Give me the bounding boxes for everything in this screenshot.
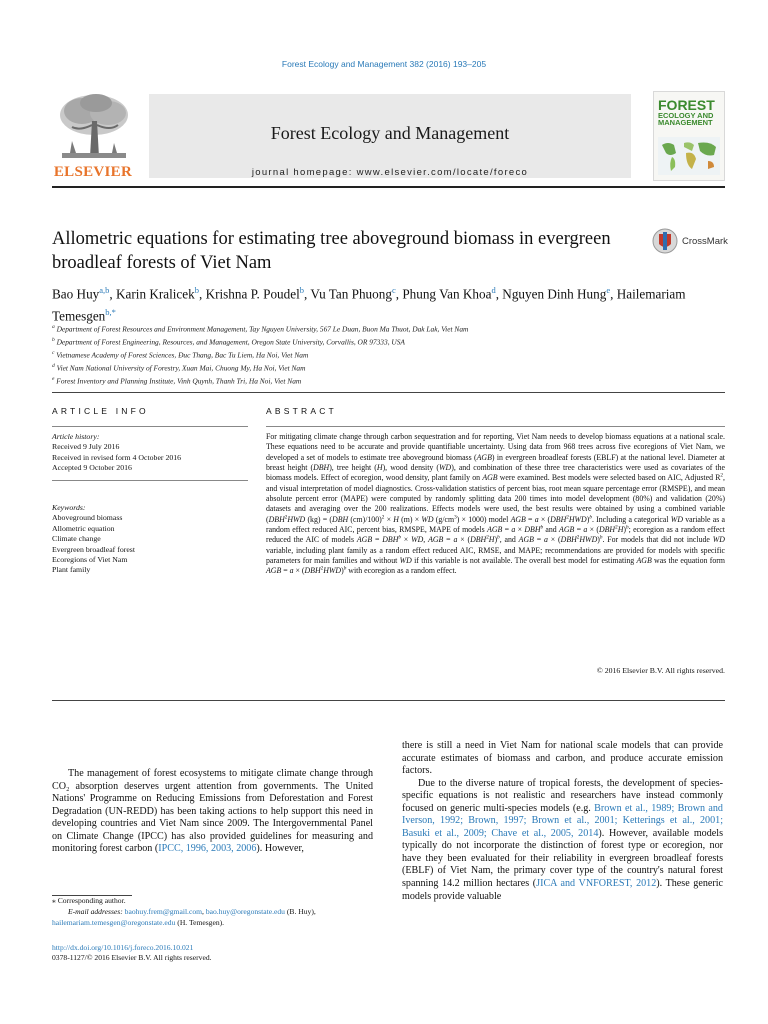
author-affiliation-link[interactable]: e bbox=[606, 285, 611, 295]
author-name: Hailemariam Temesgen bbox=[52, 286, 686, 324]
affiliation-text: Forest Inventory and Planning Institute, Vinh Quynh, Thanh Tri, Ha Noi, Viet Nam bbox=[54, 375, 302, 385]
article-info-rule bbox=[52, 426, 248, 427]
author-name: Vu Tan Phuong bbox=[310, 286, 392, 302]
header-rule bbox=[52, 186, 725, 188]
article-history bbox=[52, 432, 248, 474]
affiliation-list bbox=[52, 322, 725, 386]
author-name: Karin Kralicek bbox=[116, 286, 195, 302]
journal-homepage bbox=[149, 167, 631, 178]
author-separator: , bbox=[395, 286, 403, 302]
author-separator: , bbox=[304, 286, 311, 302]
abstract-copyright: © 2016 Elsevier B.V. All rights reserved. bbox=[596, 666, 725, 675]
author-separator: , bbox=[199, 286, 206, 302]
affiliation-marker: e bbox=[52, 375, 55, 382]
crossmark-label: CrossMark bbox=[682, 235, 728, 247]
author-affiliation-link[interactable]: c bbox=[391, 285, 396, 295]
email-link-3[interactable]: hailemariam.temesgen@oregonstate.edu bbox=[52, 917, 176, 927]
affiliation-marker: a bbox=[52, 324, 55, 330]
keyword-list bbox=[52, 513, 248, 575]
article-identifiers bbox=[52, 943, 212, 963]
affiliation-text: Department of Forest Resources and Environment Management, Tay Nguyen University, 567 Le Duan, Buon Ma Thuot, Dak Lak, Viet Nam bbox=[54, 324, 469, 334]
citation-link-jica[interactable]: JICA and VNFOREST, 2012 bbox=[536, 878, 657, 890]
keyword-item: Allometric equation bbox=[52, 523, 115, 533]
article-title: Allometric equations for estimating tree aboveground biomass in evergreen broadleaf forests of Viet Nam bbox=[52, 229, 611, 273]
citation-link-ipcc[interactable]: IPCC, 1996, 2003, 2006 bbox=[158, 843, 257, 855]
article-info-heading: ARTICLE INFO bbox=[52, 406, 149, 416]
cover-world-map-icon bbox=[658, 137, 720, 175]
author-affiliation-link[interactable]: b,* bbox=[105, 307, 116, 318]
cover-title-line3: MANAGEMENT bbox=[658, 118, 713, 128]
journal-title: Forest Ecology and Management bbox=[270, 123, 510, 143]
affiliation-marker: b bbox=[52, 336, 55, 343]
keywords-block bbox=[52, 503, 248, 576]
keyword-item: Ecoregions of Viet Nam bbox=[52, 555, 128, 565]
doi-link[interactable]: http://dx.doi.org/10.1016/j.foreco.2016.10.021 bbox=[52, 943, 194, 952]
journal-citation-link[interactable]: Forest Ecology and Management 382 (2016) 193–205 bbox=[281, 59, 487, 69]
author-name: Krishna P. Poudel bbox=[205, 286, 300, 302]
body-right-column bbox=[402, 740, 723, 903]
citation-link-generic-models[interactable]: Brown et al., 1989; Brown and Iverson, 1992; Brown, 1997; Brown et al., 2001; Ketterings et al., 2001; Basuki et al., 2009; Chave et al., 2005, 2014 bbox=[402, 802, 723, 839]
author-affiliation-link[interactable]: b bbox=[299, 285, 304, 295]
author-separator: , bbox=[495, 286, 503, 302]
affiliation-item bbox=[52, 361, 725, 374]
cover-title-line2: ECOLOGY AND bbox=[658, 111, 714, 121]
affiliation-item bbox=[52, 348, 725, 361]
homepage-prefix: journal homepage: bbox=[251, 167, 357, 178]
accepted-date: Accepted 9 October 2016 bbox=[52, 463, 132, 473]
keywords-label: Keywords: bbox=[52, 503, 86, 512]
intro-paragraph-1: The management of forest ecosystems to mitigate climate change through CO₂ absorption deserves urgent attention from governments. The United Nations' Programme on Reducing Emissions from Deforestation and Forest Degradation (UN-REDD) has been taking actions to help support this need in developing countries and Viet Nam since 2009. The Intergovernmental Panel on Climate Change (IPCC) has also provided guidelines for measuring and monitoring forest carbon (IPCC, 1996, 2003, 2006). However, bbox=[52, 768, 373, 855]
affiliation-text: Department of Forest Engineering, Resources, and Management, Oregon State University, Corvallis, OR 97333, USA bbox=[54, 337, 405, 347]
author-name: Nguyen Dinh Hung bbox=[502, 286, 607, 302]
keyword-item: Climate change bbox=[52, 534, 101, 544]
keyword-item: Aboveground biomass bbox=[52, 513, 123, 523]
author-separator: , bbox=[610, 286, 617, 302]
crossmark-button[interactable] bbox=[652, 228, 728, 254]
abstract-rule bbox=[266, 426, 725, 427]
revised-date: Received in revised form 4 October 2016 bbox=[52, 452, 182, 462]
crossmark-icon bbox=[652, 228, 678, 254]
affiliation-item bbox=[52, 335, 725, 348]
corresponding-author-note: ⁎ Corresponding author. bbox=[52, 896, 126, 905]
author-list bbox=[52, 281, 725, 326]
abstract-text: For mitigating climate change through carbon sequestration and for reporting, Viet Nam needs to develop biomass equations at a national scale. These equations need to be accurate and provide quantifiable uncertainty. Using data from 968 trees across five ecoregions of Viet Nam, we developed a set of models to estimate tree aboveground biomass (AGB) in evergreen broadleaf forests (EBLF) at the national level. Diameter at breast height (DBH), tree height (H), wood density (WD), and combination of these three tree characteristics were used as covariates of the biomass models. Effect of ecoregion, wood density, plant family on AGB were examined. Best models were selected based on AIC, Adjusted $R^2$, and visual interpretation of model diagnostics. Cross-validation statistics of percent bias, root mean square percentage error (RMSPE), and mean absolute percent error (MAPE) were computed by randomly splitting data 200 times into model development (80%) and validation (20%) datasets and averaging over the 200 realizations. Effects models were used, the best results were obtained by using a combined variable (DBH$^2$HWD (kg) = (DBH (cm)/100)$^2$ × H (m) × WD $(g/cm^3) \times 1000$) model AGB = $a \times (DBH^2HWD)^b$. Including a categorical WD variable as a random effect reduced AIC, percent bias, RMSPE, MAPE of models AGB = $a \times DBH^b$ and AGB = $a \times (DBH^2H)^b$; ecoregion as a random effect reduced the AIC of models AGB = $DBH^b$ × WD, AGB = $a \times (DBH^2H)^b$, and AGB = $a \times (DBH^2HWD)^b$. For models that did not include WD variable, including plant family as a random effect reduced AIC, RMSE, and MAPE; recommendations are provided for models with specific parameters for main families and without WD if this variable is not available. The overall best model for estimating AGB was the equation form AGB = $a \times (DBH^2HWD)^b$ with ecoregion as a random effect. bbox=[266, 432, 725, 576]
elsevier-logo bbox=[52, 91, 134, 181]
affiliation-item bbox=[52, 322, 725, 335]
author-affiliation-link[interactable]: d bbox=[491, 285, 496, 295]
received-date: Received 9 July 2016 bbox=[52, 442, 120, 452]
affiliation-text: Viet Nam National University of Forestry, Xuan Mai, Chuong My, Ha Noi, Viet Nam bbox=[54, 363, 306, 373]
journal-banner bbox=[149, 94, 631, 178]
author-name: Bao Huy bbox=[52, 286, 100, 302]
email-link-1[interactable]: baohuy.frem@gmail.com bbox=[124, 907, 203, 916]
intro-paragraph-cont: there is still a need in Viet Nam for national scale models that can provide accurate estimates of biomass and carbon, and produce accurate emission factors. bbox=[402, 740, 723, 777]
author-affiliation-link[interactable]: a,b bbox=[99, 285, 110, 295]
cover-title-line1: FOREST bbox=[658, 97, 715, 113]
issn-copyright: 0378-1127/© 2016 Elsevier B.V. All rights reserved. bbox=[52, 953, 212, 963]
history-rule bbox=[52, 480, 248, 481]
body-left-column bbox=[52, 768, 373, 856]
keyword-item: Plant family bbox=[52, 565, 91, 575]
email-addresses: E-mail addresses: baohuy.frem@gmail.com, bao.huy@oregonstate.edu (B. Huy), hailemariam.temesgen@oregonstate.edu (H. Temesgen). bbox=[52, 907, 316, 927]
journal-header bbox=[52, 91, 725, 181]
publisher-name: ELSEVIER bbox=[53, 164, 133, 180]
homepage-link[interactable]: www.elsevier.com/locate/foreco bbox=[356, 167, 529, 178]
intro-paragraph-2: Due to the diverse nature of tropical forests, the development of species-specific equations is not realistic and researchers have instead commonly focused on generic multi-species models (e.g. Brown et al., 1989; Brown and Iverson, 1992; Brown, 1997; Brown et al., 2001; Ketterings et al., 2001; Basuki et al., 2009; Chave et al., 2005, 2014). However, available models typically do not incorporate the distinction of forest type or ecoregion, nor have they been evaluated for their reliability in evergreen broadleaf forests (EBLF) of Viet Nam, the primary cover type of the country's natural forest spanning 14.2 million hectares (JICA and VNFOREST, 2012). These generic models provide valuable bbox=[402, 777, 723, 902]
cover-title bbox=[658, 99, 715, 127]
abstract-bottom-rule bbox=[52, 700, 725, 701]
history-label: Article history: bbox=[52, 432, 100, 441]
affiliation-marker: c bbox=[52, 349, 55, 356]
author-affiliation-link[interactable]: b bbox=[194, 285, 199, 295]
elsevier-tree-icon bbox=[52, 91, 134, 165]
email-link-2[interactable]: bao.huy@oregonstate.edu bbox=[205, 907, 285, 916]
affiliation-text: Vietnamese Academy of Forest Sciences, Đuc Thang, Bac Tu Liem, Ha Noi, Viet Nam bbox=[54, 350, 309, 360]
affiliation-marker: d bbox=[52, 362, 55, 369]
abstract-heading: ABSTRACT bbox=[266, 406, 337, 416]
affiliation-item bbox=[52, 374, 725, 387]
journal-cover bbox=[653, 91, 725, 181]
author-separator: , bbox=[109, 286, 117, 302]
affiliation-rule bbox=[52, 392, 725, 393]
author-name: Phung Van Khoa bbox=[402, 286, 492, 302]
keyword-item: Evergreen broadleaf forest bbox=[52, 544, 135, 554]
